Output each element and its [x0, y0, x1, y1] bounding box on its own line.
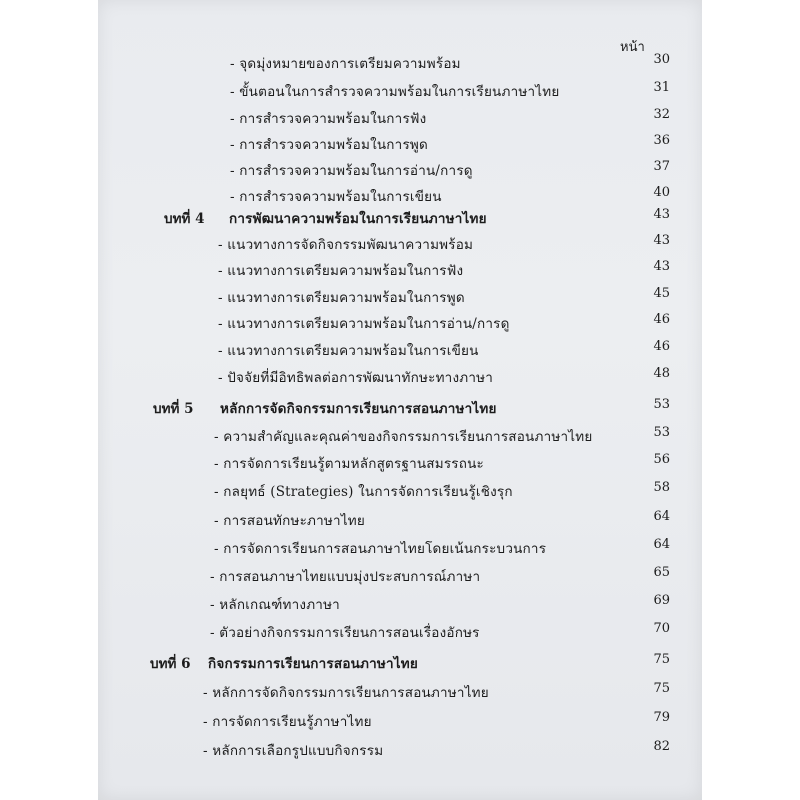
toc-item-text: - ความสำคัญและคุณค่าของกิจกรรมการเรียนการสอนภาษาไทย	[214, 429, 593, 445]
chapter-label: บทที่ 5	[153, 401, 194, 417]
toc-item	[0, 452, 800, 474]
page-number: 56	[653, 452, 670, 467]
toc-item	[0, 185, 800, 207]
page-number: 46	[653, 312, 670, 327]
toc-item-text: - ขั้นตอนในการสำรวจความพร้อมในการเรียนภาษาไทย	[230, 84, 560, 100]
toc-item-text: - จุดมุ่งหมายของการเตรียมความพร้อม	[230, 56, 461, 72]
page-number: 53	[653, 425, 670, 440]
page-number: 64	[653, 537, 670, 552]
page-number: 40	[653, 185, 670, 200]
toc-item	[0, 339, 800, 361]
page-number: 79	[653, 710, 670, 725]
page-number: 30	[653, 52, 670, 67]
page-number: 31	[653, 80, 670, 95]
toc-item	[0, 537, 800, 559]
toc-item	[0, 565, 800, 587]
page-number: 43	[653, 259, 670, 274]
toc-item-text: - การสอนทักษะภาษาไทย	[214, 513, 366, 529]
chapter-row	[0, 397, 800, 419]
toc-item	[0, 739, 800, 761]
toc-item	[0, 107, 800, 129]
toc-item-text: - การสำรวจความพร้อมในการเขียน	[230, 189, 442, 205]
page-column-header: หน้า	[620, 40, 645, 55]
toc-item	[0, 233, 800, 255]
chapter-label: บทที่ 6	[150, 656, 191, 672]
toc-item-text: - แนวทางการเตรียมความพร้อมในการพูด	[218, 290, 465, 306]
page-number: 48	[653, 366, 670, 381]
page-number: 75	[653, 652, 670, 667]
toc-item	[0, 312, 800, 334]
toc-item-text: - ตัวอย่างกิจกรรมการเรียนการสอนเรื่องอักษร	[210, 625, 480, 641]
page-number: 43	[653, 233, 670, 248]
toc-item	[0, 52, 800, 74]
toc-item	[0, 509, 800, 531]
page-number: 58	[653, 480, 670, 495]
page-number: 45	[653, 286, 670, 301]
page-number: 53	[653, 397, 670, 412]
toc-item	[0, 259, 800, 281]
toc-item-text: - การสำรวจความพร้อมในการฟัง	[230, 111, 427, 127]
chapter-row	[0, 207, 800, 229]
toc-item-text: - หลักการเลือกรูปแบบกิจกรรม	[203, 743, 384, 759]
chapter-title: การพัฒนาความพร้อมในการเรียนภาษาไทย	[229, 211, 487, 227]
page-number: 75	[653, 681, 670, 696]
toc-item	[0, 710, 800, 732]
toc-item-text: - แนวทางการจัดกิจกรรมพัฒนาความพร้อม	[218, 237, 474, 253]
page-number: 46	[653, 339, 670, 354]
page-number: 64	[653, 509, 670, 524]
toc-item-text: - หลักการจัดกิจกรรมการเรียนการสอนภาษาไทย	[203, 685, 489, 701]
toc-item-text: - แนวทางการเตรียมความพร้อมในการเขียน	[218, 343, 479, 359]
toc-item	[0, 366, 800, 388]
page-number: 36	[653, 133, 670, 148]
page-number: 70	[653, 621, 670, 636]
toc-item-text: - แนวทางการเตรียมความพร้อมในการอ่าน/การดู	[218, 316, 510, 332]
toc-item-text: - หลักเกณฑ์ทางภาษา	[210, 597, 340, 613]
toc-item-text: - ปัจจัยที่มีอิทธิพลต่อการพัฒนาทักษะทางภาษา	[218, 370, 494, 386]
chapter-title: หลักการจัดกิจกรรมการเรียนการสอนภาษาไทย	[220, 401, 497, 417]
toc-item	[0, 681, 800, 703]
toc-item	[0, 159, 800, 181]
page-number: 37	[653, 159, 670, 174]
toc-item-text: - การสำรวจความพร้อมในการพูด	[230, 137, 428, 153]
page-number: 32	[653, 107, 670, 122]
page-number: 82	[653, 739, 670, 754]
chapter-row	[0, 652, 800, 674]
toc-item	[0, 621, 800, 643]
chapter-title: กิจกรรมการเรียนการสอนภาษาไทย	[208, 656, 419, 672]
toc-item	[0, 286, 800, 308]
chapter-label: บทที่ 4	[164, 211, 205, 227]
toc-item	[0, 133, 800, 155]
toc-item	[0, 80, 800, 102]
page-number: 43	[653, 207, 670, 222]
toc-item-text: - การสำรวจความพร้อมในการอ่าน/การดู	[230, 163, 473, 179]
toc-item	[0, 480, 800, 502]
toc-item-text: - การสอนภาษาไทยแบบมุ่งประสบการณ์ภาษา	[210, 569, 481, 585]
toc-item-text: - การจัดการเรียนรู้ตามหลักสูตรฐานสมรรถนะ	[214, 456, 484, 472]
toc-item-text: - การจัดการเรียนการสอนภาษาไทยโดยเน้นกระบวนการ	[214, 541, 547, 557]
toc-item-text: - กลยุทธ์ (Strategies) ในการจัดการเรียนรู้เชิงรุก	[214, 484, 513, 500]
page-number: 69	[653, 593, 670, 608]
toc-item	[0, 425, 800, 447]
toc-item-text: - แนวทางการเตรียมความพร้อมในการฟัง	[218, 263, 464, 279]
toc-item-text: - การจัดการเรียนรู้ภาษาไทย	[203, 714, 372, 730]
page-number: 65	[653, 565, 670, 580]
toc-item	[0, 593, 800, 615]
